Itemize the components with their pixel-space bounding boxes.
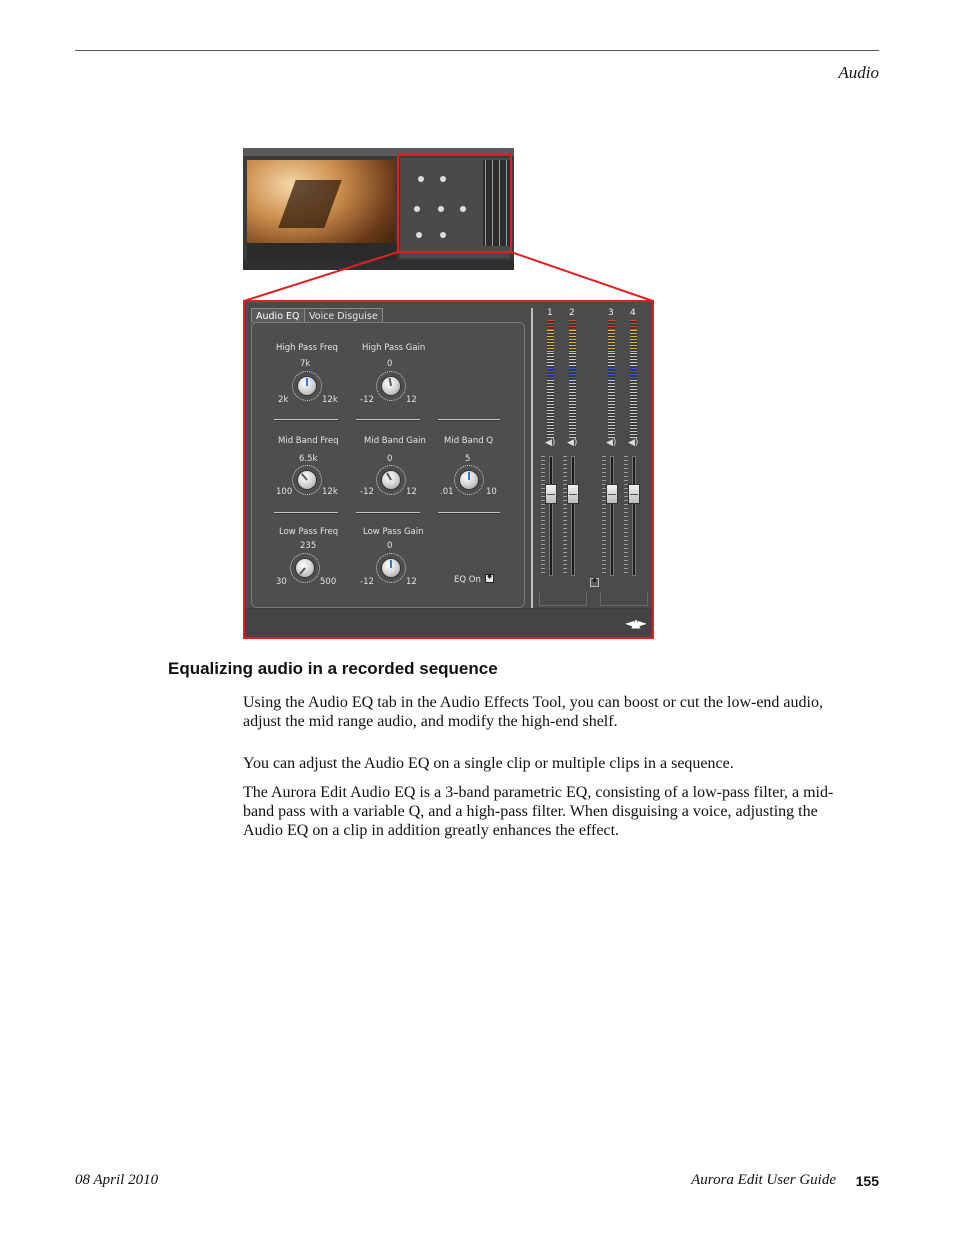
knob-min: 30 (276, 577, 287, 587)
knob-max: 10 (486, 487, 497, 497)
row-separator (356, 512, 420, 513)
knob-label: Mid Band Freq (278, 436, 339, 446)
knob-value: 0 (387, 541, 393, 551)
speaker-icon[interactable]: ◀) (545, 438, 556, 448)
knob-value: 0 (387, 359, 393, 369)
link-toggle[interactable] (590, 578, 599, 587)
channel-pair-bar (539, 592, 587, 606)
fader-handle[interactable] (628, 484, 640, 504)
knob-value: 6.5k (299, 454, 318, 464)
knob-label: Mid Band Gain (364, 436, 426, 446)
eq-on-checkbox[interactable] (485, 574, 494, 583)
knob-min: -12 (360, 487, 374, 497)
zoom-line-right (511, 252, 653, 301)
knob-mid-band-gain[interactable] (382, 471, 400, 489)
fader-track (571, 456, 575, 576)
channel-number: 4 (630, 308, 636, 318)
fader-track (549, 456, 553, 576)
knob-label: High Pass Gain (362, 343, 426, 353)
fader-track (610, 456, 614, 576)
knob-high-pass-freq[interactable] (298, 377, 316, 395)
fader-handle[interactable] (567, 484, 579, 504)
level-meter (569, 320, 576, 438)
knob-max: 500 (320, 577, 337, 587)
row-separator (274, 419, 338, 420)
page-number: 155 (855, 1173, 879, 1189)
highlight-box (397, 154, 512, 253)
knob-max: 12 (406, 487, 417, 497)
knob-low-pass-freq[interactable] (296, 559, 314, 577)
knob-max: 12 (406, 395, 417, 405)
section-heading: Equalizing audio in a recorded sequence (168, 659, 498, 678)
knob-mid-band-freq[interactable] (298, 471, 316, 489)
knob-min: 100 (276, 487, 293, 497)
speaker-icon[interactable]: ◀) (606, 438, 617, 448)
paragraph: Using the Audio EQ tab in the Audio Effects Tool, you can boost or cut the low-end audio, adjust the mid range audio, and modify the high-end shelf. (243, 694, 823, 730)
knob-min: .01 (440, 487, 454, 497)
knob-max: 12 (406, 577, 417, 587)
knob-max: 12k (322, 487, 338, 497)
footer-title: Aurora Edit User Guide (691, 1172, 836, 1188)
thumbnail-bottom-bar (243, 260, 514, 270)
eq-controls-panel (251, 322, 525, 608)
channel-number: 2 (569, 308, 575, 318)
channel-number: 1 (547, 308, 553, 318)
knob-value: 5 (465, 454, 471, 464)
tool-bottom-bar (245, 608, 652, 638)
row-separator (274, 512, 338, 513)
audio-eq-window (243, 300, 654, 639)
panel-divider (531, 308, 533, 608)
running-head: Audio (838, 63, 879, 82)
row-separator (356, 419, 420, 420)
eq-on-label: EQ On (454, 575, 481, 585)
knob-max: 12k (322, 395, 338, 405)
knob-label: Mid Band Q (444, 436, 494, 446)
knob-min: -12 (360, 395, 374, 405)
speaker-icon[interactable]: ◀) (567, 438, 578, 448)
level-meter (608, 320, 615, 438)
tab-voice-disguise[interactable]: Voice Disguise (304, 308, 383, 323)
channel-pair-bar (600, 592, 648, 606)
header-rule (75, 50, 879, 51)
channel-number: 3 (608, 308, 614, 318)
knob-label: Low Pass Freq (279, 527, 339, 537)
level-meter (547, 320, 554, 438)
knob-min: -12 (360, 577, 374, 587)
row-separator (438, 419, 500, 420)
fader-track (632, 456, 636, 576)
knob-label: Low Pass Gain (363, 527, 424, 537)
paragraph: The Aurora Edit Audio EQ is a 3-band parametric EQ, consisting of a low-pass filter, a mid-band pass with a variable Q, and a high-pass filter. When disguising a voice, adjusting the Audio EQ on a clip in addition greatly enhances the effect. (243, 784, 834, 839)
knob-value: 0 (387, 454, 393, 464)
knob-min: 2k (278, 395, 289, 405)
speaker-icon[interactable]: ◀) (628, 438, 639, 448)
footer-date: 08 April 2010 (75, 1172, 159, 1188)
paragraph: You can adjust the Audio EQ on a single clip or multiple clips in a sequence. (243, 755, 734, 772)
fader-handle[interactable] (545, 484, 557, 504)
fader-handle[interactable] (606, 484, 618, 504)
knob-value: 235 (300, 541, 317, 551)
knob-high-pass-gain[interactable] (382, 377, 400, 395)
level-meter (630, 320, 637, 438)
row-separator (438, 512, 500, 513)
knob-mid-band-q[interactable] (460, 471, 478, 489)
move-arrows-icon[interactable]: ◄▲► (625, 616, 644, 630)
knob-value: 7k (300, 359, 311, 369)
tab-audio-eq[interactable]: Audio EQ (251, 308, 305, 323)
knob-low-pass-gain[interactable] (382, 559, 400, 577)
knob-label: High Pass Freq (276, 343, 338, 353)
